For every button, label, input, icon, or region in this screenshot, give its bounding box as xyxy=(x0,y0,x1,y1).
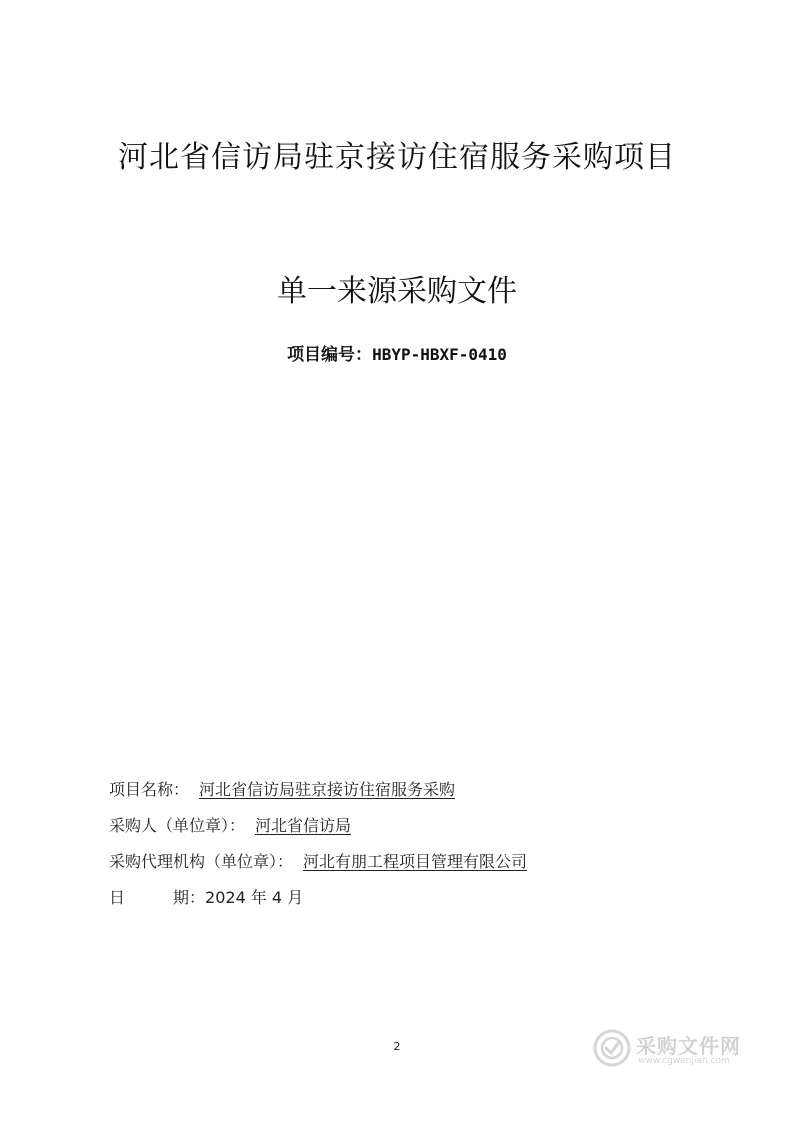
project-number-value: HBYP-HBXF-0410 xyxy=(372,345,507,364)
agency-label: 采购代理机构（单位章）： xyxy=(109,852,294,871)
date-label-first: 日 xyxy=(109,888,126,907)
purchaser-row xyxy=(109,814,533,850)
project-number-label: 项目编号： xyxy=(287,345,373,365)
purchaser-label: 采购人（单位章）： xyxy=(109,816,246,835)
project-name-label: 项目名称： xyxy=(109,780,190,799)
document-info xyxy=(109,778,533,922)
document-title: 河北省信访局驻京接访住宿服务采购项目 xyxy=(118,140,676,175)
date-value: 2024 年 4 月 xyxy=(205,888,304,907)
agency-row xyxy=(109,850,533,886)
date-row xyxy=(109,886,533,922)
watermark-logo-icon xyxy=(592,1028,632,1068)
page-number: 2 xyxy=(393,1040,401,1053)
agency-value: 河北有朋工程项目管理有限公司 xyxy=(303,852,528,871)
project-name-row xyxy=(109,778,533,814)
date-label-second: 期： xyxy=(173,888,206,907)
watermark xyxy=(592,1026,752,1072)
watermark-text: 采购文件网 xyxy=(636,1034,741,1058)
watermark-url: www.cgwenjian.com xyxy=(638,1056,730,1066)
purchaser-value: 河北省信访局 xyxy=(255,816,352,835)
project-number xyxy=(0,342,794,368)
project-name-value: 河北省信访局驻京接访住宿服务采购 xyxy=(199,780,456,799)
document-subtitle: 单一来源采购文件 xyxy=(277,274,517,309)
